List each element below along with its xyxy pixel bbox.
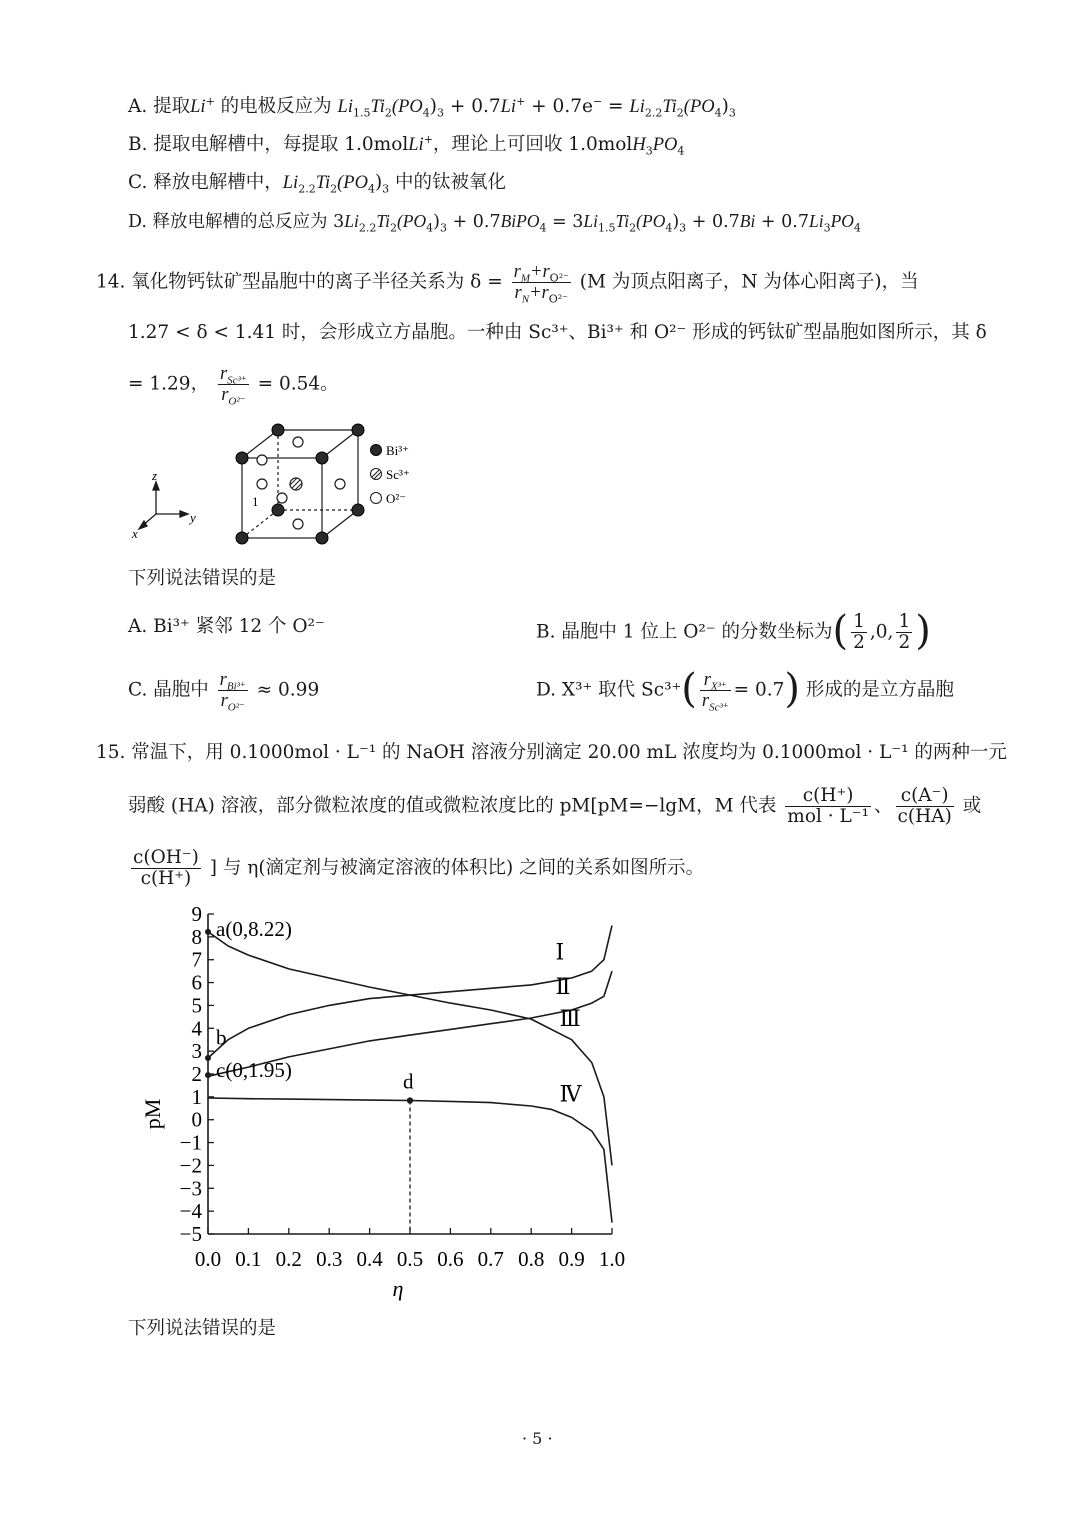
delta-fraction: $\frac{r_M+r_{O^{2-}}}{r_N+r_{O^{2-}}}$: [513, 262, 569, 306]
annotation-a: a(0,8.22): [216, 916, 292, 941]
axis-gizmo: [139, 482, 188, 529]
page-number: · 5 ·: [522, 1429, 553, 1448]
point-b: [205, 1055, 211, 1061]
y-tick-label: −4: [179, 1199, 202, 1224]
x-tick-label: 0.0: [194, 1247, 222, 1271]
x-tick-label: 1.0: [598, 1247, 626, 1271]
y-tick-label: 2: [191, 1062, 202, 1086]
perovskite-cell-diagram: [128, 414, 428, 554]
y-tick-label: −5: [179, 1222, 202, 1246]
q13-option-b: B. 提取电解槽中，每提取 1.0molLi+，理论上可回收 $1.0molH_3PO_4$: [128, 132, 685, 158]
x-tick-label: 0.7: [477, 1247, 504, 1271]
y-tick-label: −2: [179, 1153, 202, 1178]
y-tick-label: 5: [191, 993, 202, 1018]
x-tick-label: 0.8: [518, 1247, 545, 1271]
x-tick-label: 0.3: [316, 1247, 343, 1271]
x-tick-label: 0.5: [396, 1247, 424, 1271]
q15-line-3: $\frac{c(OH^-)}{c(H^+)}$ ] 与 η(滴定剂与被滴定溶液的体积比) 之间的关系如图所示。: [133, 847, 705, 889]
q15-prompt: 下列说法错误的是: [128, 1318, 277, 1339]
x-tick-label: 0.9: [558, 1247, 585, 1271]
q13-option-c: C. 释放电解槽中，$Li_{2.2}Ti_2(PO_4)_3$ 中的钛被氧化: [128, 172, 507, 196]
position-1-label: 1: [252, 494, 259, 509]
y-tick-label: 6: [191, 970, 202, 995]
y-tick-label: 4: [191, 1016, 202, 1041]
legend-bi: Bi³⁺: [386, 443, 410, 458]
ion-legend: [371, 443, 410, 506]
annotation-c: c(0,1.95): [216, 1058, 292, 1083]
sc-o-ratio-fraction: $\frac{r_{Sc^{3+}}}{r_{O^{2-}}}$: [219, 364, 247, 408]
axis-z-label: z: [152, 468, 158, 483]
chart-annotations: [205, 917, 414, 1234]
series-label-2: Ⅱ: [555, 974, 571, 999]
series-label-4: Ⅳ: [559, 1081, 582, 1107]
x-tick-label: 0.2: [275, 1247, 302, 1271]
point-a: [205, 929, 211, 935]
x-tick-label: 0.4: [356, 1247, 383, 1271]
q14-prompt: 下列说法错误的是: [128, 568, 277, 589]
q14-option-b: B. 晶胞中 1 位上 O²⁻ 的分数坐标为( $\frac{1}{2}$ ,0, $\frac{1}{2}$ ): [536, 607, 931, 654]
annotation-d: d: [403, 1069, 414, 1094]
q14-option-c: C. 晶胞中 $\frac{r_{Bi^{3+}}}{r_{O^{2-}}}$ ≈ 0.99: [128, 670, 320, 714]
q14-option-a: A. Bi³⁺ 紧邻 12 个 O²⁻: [128, 616, 325, 637]
q14-line-3: = 1.29， $\frac{r_{Sc^{3+}}}{r_{O^{2-}}}$ = 0.54。: [128, 364, 339, 408]
y-tick-label: 1: [191, 1084, 202, 1109]
y-tick-label: 0: [191, 1107, 202, 1132]
y-tick-label: 8: [191, 924, 202, 949]
annotation-b: b: [216, 1025, 227, 1050]
y-tick-label: 7: [191, 947, 202, 972]
series-label-3: Ⅲ: [559, 1006, 581, 1031]
legend-o: O²⁻: [386, 491, 407, 506]
q13-option-a: A. 提取Li+ 的电极反应为 $Li_{1.5}Ti_2(PO_4)_3 + 0.7Li^+ + 0.7e^- = Li_{2.2}Ti_2(PO_4)_3$: [128, 94, 736, 120]
axis-y-label: y: [190, 510, 196, 525]
pm-eta-chart: [130, 900, 660, 1310]
q14-option-d: D. X³⁺ 取代 Sc³⁺( $\frac{r_{X^{3+}}}{r_{Sc^{3+}}}$ = 0.7) 形成的是立方晶胞: [536, 665, 954, 714]
series-label-1: Ⅰ: [555, 939, 565, 965]
q14-line-1: 14. 氧化物钙钛矿型晶胞中的离子半径关系为 δ = $\frac{r_M+r_{O^{2-}}}{r_N+r_{O^{2-}}}$ (M 为顶点阳离子，N 为体心阳离子)，当: [96, 262, 919, 306]
q15-line-1: 15. 常温下，用 0.1000mol · L⁻¹ 的 NaOH 溶液分别滴定 20.00 mL 浓度均为 0.1000mol · L⁻¹ 的两种一元: [96, 742, 1007, 763]
sc-center-ion: [290, 478, 302, 490]
series-line-1: [208, 925, 612, 1058]
y-tick-label: 3: [191, 1039, 202, 1064]
q14-line-2: 1.27 < δ < 1.41 时，会形成立方晶胞。一种由 Sc³⁺、Bi³⁺ 和 O²⁻ 形成的钙钛矿型晶胞如图所示，其 δ: [128, 322, 987, 343]
axis-x-label: x: [132, 526, 138, 541]
y-tick-label: −3: [179, 1176, 202, 1201]
q13-option-d: D. 释放电解槽的总反应为 $3Li_{2.2}Ti_2(PO_4)_3$ + 0.7BiPO$_4$ = $3Li_{1.5}Ti_2(PO_4)_3 + 0.7Bi + 0.7Li_3PO_4$: [128, 211, 861, 235]
y-tick-label: 9: [191, 902, 202, 926]
x-axis-label: η: [392, 1276, 404, 1301]
legend-sc: Sc³⁺: [386, 467, 410, 482]
chart-ticks: [140, 902, 625, 1301]
x-tick-label: 0.6: [437, 1247, 464, 1271]
point-c: [205, 1072, 211, 1078]
q15-line-2: 弱酸 (HA) 溶液，部分微粒浓度的值或微粒浓度比的 pM[pM=−lgM，M 代表 $\frac{c(H^+)}{\text{mol · L⁻¹}}$ 、 $\frac{c(A^-)}{c(HA)}$ 或: [128, 785, 982, 827]
y-tick-label: −1: [179, 1130, 202, 1155]
y-axis-label: pM: [140, 1098, 165, 1130]
x-tick-label: 0.1: [235, 1247, 262, 1271]
